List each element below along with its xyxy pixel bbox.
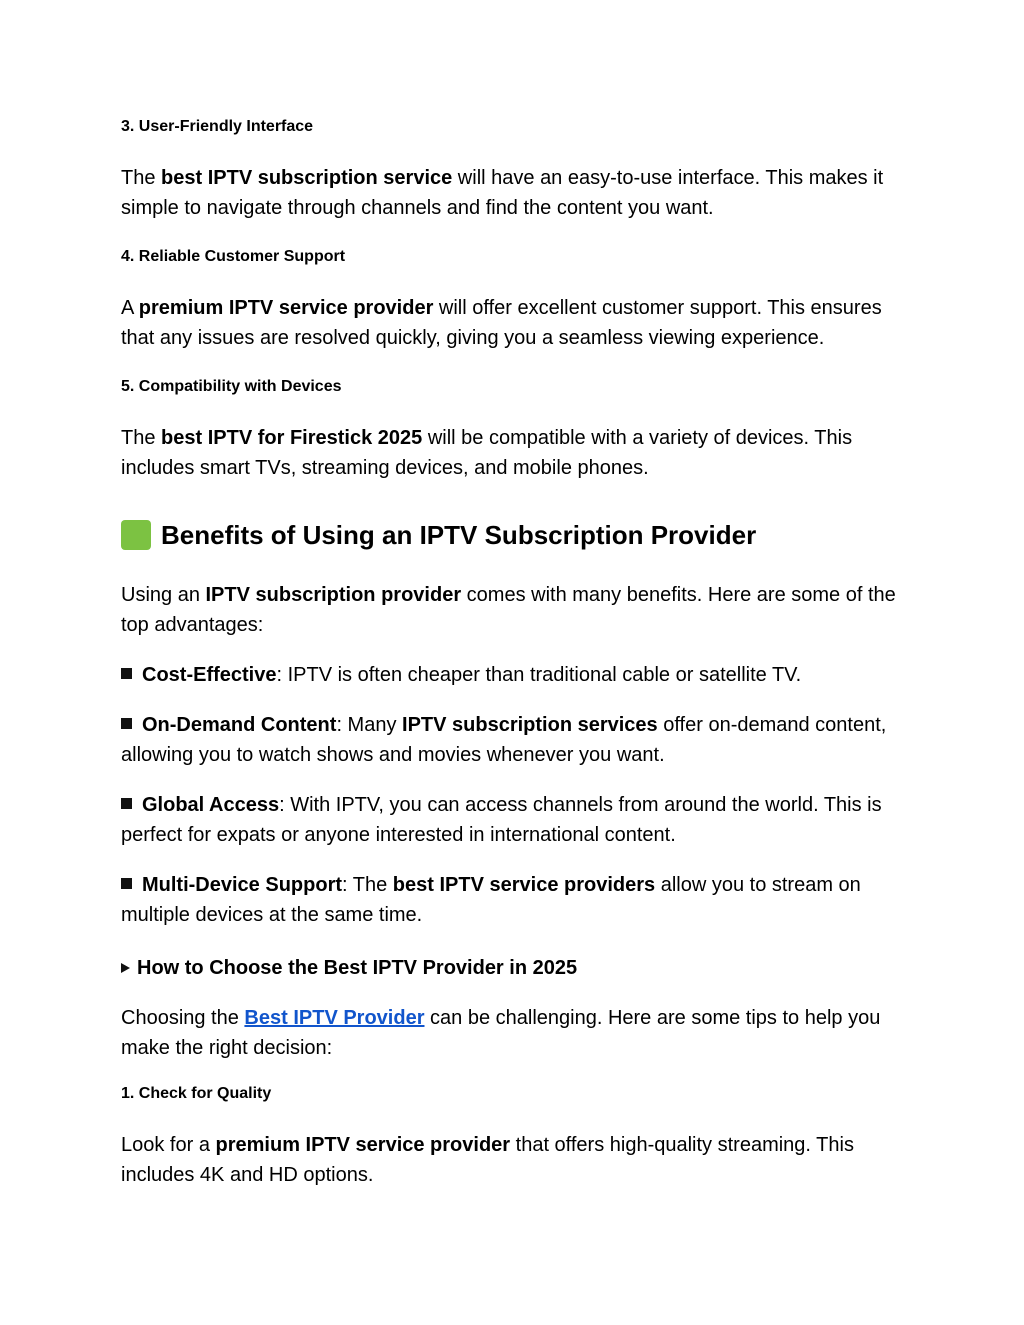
paragraph-check-for-quality: Look for a premium IPTV service provider that offers high-quality streaming. This includes 4K and HD options.	[121, 1134, 854, 1186]
document-page	[121, 116, 911, 1190]
paragraph-reliable-customer-support: A premium IPTV service provider will offer excellent customer support. This ensures that any issues are resolved quickly, giving you a seamless viewing experience.	[121, 297, 882, 349]
heading-user-friendly-interface: 3. User-Friendly Interface	[121, 118, 314, 135]
heading-check-for-quality: 1. Check for Quality	[121, 1085, 272, 1102]
paragraph-compatibility-with-devices: The best IPTV for Firestick 2025 will be compatible with a variety of devices. This includes smart TVs, streaming devices, and mobile phones.	[121, 427, 853, 479]
heading-benefits-text: Benefits of Using an IPTV Subscription Provider	[161, 520, 757, 550]
green-square-icon	[121, 520, 151, 550]
bold-text: On-Demand Content	[142, 714, 337, 736]
square-bullet-icon	[121, 798, 132, 809]
heading-benefits	[121, 515, 911, 555]
heading-how-to-choose-text: How to Choose the Best IPTV Provider in 2025	[137, 957, 578, 979]
paragraph-how-to-choose: Choosing the Best IPTV Provider can be challenging. Here are some tips to help you make the right decision:	[121, 1007, 881, 1059]
bold-text: Multi-Device Support	[142, 874, 343, 896]
paragraph-benefits-intro: Using an IPTV subscription provider comes with many benefits. Here are some of the top advantages:	[121, 584, 896, 636]
bold-text: IPTV subscription services	[402, 714, 658, 736]
bold-text: Cost-Effective	[142, 664, 277, 686]
heading-compatibility-with-devices: 5. Compatibility with Devices	[121, 378, 342, 395]
paragraph-user-friendly-interface: The best IPTV subscription service will have an easy-to-use interface. This makes it simple to navigate through channels and find the content you want.	[121, 167, 884, 219]
list-item-on-demand-content: On-Demand Content: Many IPTV subscription services offer on-demand content, allowing you to watch shows and movies whenever you want.	[121, 714, 887, 766]
bold-text: premium IPTV service provider	[215, 1134, 511, 1156]
heading-how-to-choose	[121, 953, 911, 983]
heading-reliable-customer-support: 4. Reliable Customer Support	[121, 248, 346, 265]
bold-text: IPTV subscription provider	[205, 584, 462, 606]
bold-text: best IPTV for Firestick 2025	[161, 427, 423, 449]
list-item-multi-device-support: Multi-Device Support: The best IPTV service providers allow you to stream on multiple devices at the same time.	[121, 874, 861, 926]
best-iptv-provider-link[interactable]: Best IPTV Provider	[244, 1007, 425, 1029]
bold-text: best IPTV service providers	[392, 874, 656, 896]
bold-text: premium IPTV service provider	[138, 297, 434, 319]
square-bullet-icon	[121, 668, 132, 679]
triangle-bullet-icon	[121, 963, 130, 973]
list-item-global-access: Global Access: With IPTV, you can access channels from around the world. This is perfect for expats or anyone interested in international content.	[121, 794, 882, 846]
square-bullet-icon	[121, 878, 132, 889]
square-bullet-icon	[121, 718, 132, 729]
list-item-cost-effective: Cost-Effective: IPTV is often cheaper than traditional cable or satellite TV.	[121, 660, 911, 690]
bold-text: Global Access	[142, 794, 280, 816]
bold-text: best IPTV subscription service	[161, 167, 453, 189]
